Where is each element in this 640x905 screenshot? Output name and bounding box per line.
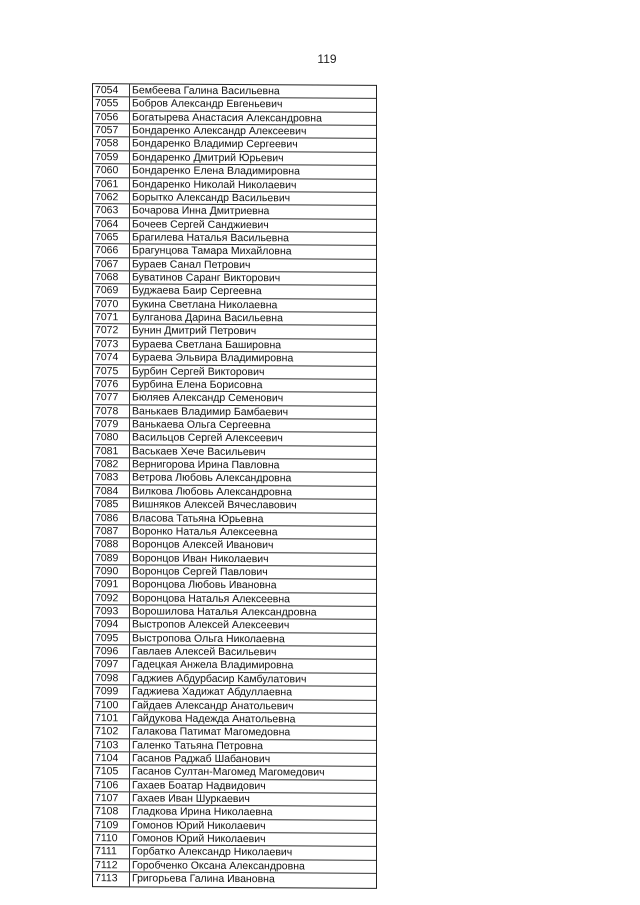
row-full-name: Бондаренко Владимир Сергеевич — [132, 137, 298, 151]
row-full-name: Бочеев Сергей Санджиевич — [132, 217, 269, 231]
row-full-name: Воронцов Сергей Павлович — [132, 565, 268, 579]
row-full-name: Гасанов Султан-Магомед Магомедович — [132, 765, 325, 779]
row-number: 7110 — [93, 832, 130, 845]
row-number: 7073 — [93, 338, 130, 351]
row-number: 7068 — [93, 271, 130, 284]
row-number: 7090 — [93, 565, 130, 578]
row-full-name: Гомонов Юрий Николаевич — [132, 819, 266, 832]
row-number: 7094 — [93, 619, 130, 632]
name-list-table — [92, 83, 377, 888]
row-full-name: Выстропова Ольга Николаевна — [132, 632, 285, 646]
row-full-name: Гавлаев Алексей Васильевич — [132, 645, 277, 659]
row-full-name: Вернигорова Ирина Павловна — [132, 458, 280, 472]
row-number: 7108 — [93, 806, 130, 819]
row-number: 7100 — [93, 699, 130, 712]
row-number: 7092 — [93, 592, 130, 605]
row-full-name: Бондаренко Елена Владимировна — [132, 164, 300, 178]
row-number: 7105 — [93, 765, 130, 778]
row-number: 7084 — [93, 485, 130, 498]
row-number: 7091 — [93, 578, 130, 591]
row-full-name: Гаджиева Хадижат Абдуллаевна — [132, 685, 293, 699]
row-full-name: Ванькаева Ольга Сергеевна — [132, 418, 271, 432]
row-number: 7065 — [93, 231, 130, 244]
row-full-name: Ветрова Любовь Александровна — [132, 471, 292, 485]
row-full-name: Воронко Наталья Алексеевна — [132, 525, 278, 539]
row-number: 7111 — [93, 846, 130, 859]
row-full-name: Бюляев Александр Семенович — [132, 391, 284, 405]
row-number: 7063 — [93, 204, 130, 217]
row-full-name: Власова Татьяна Юрьевна — [132, 511, 264, 525]
row-full-name: Брагилева Наталья Васильевна — [132, 231, 289, 245]
row-number: 7077 — [93, 391, 130, 404]
row-full-name: Гайдукова Надежда Анатольевна — [132, 712, 296, 726]
row-full-name: Воронцова Любовь Ивановна — [132, 578, 277, 592]
row-full-name: Ворошилова Наталья Александровна — [132, 605, 317, 619]
row-full-name: Галакова Патимат Магомедовна — [132, 725, 291, 739]
row-number: 7055 — [93, 97, 130, 110]
row-number: 7089 — [93, 552, 130, 565]
row-full-name: Гахаев Боатар Надвидович — [132, 779, 266, 792]
row-number: 7058 — [93, 138, 130, 151]
row-full-name: Гадецкая Анжела Владимировна — [132, 658, 294, 672]
row-number: 7112 — [93, 859, 130, 872]
row-number: 7071 — [93, 311, 130, 324]
row-number: 7101 — [93, 712, 130, 725]
row-full-name: Брагунцова Тамара Михайловна — [132, 244, 292, 258]
row-number: 7095 — [93, 632, 130, 645]
row-full-name: Гомонов Юрий Николаевич — [132, 832, 266, 846]
row-full-name: Воронцова Наталья Алексеевна — [132, 592, 291, 605]
row-number: 7078 — [93, 405, 130, 418]
row-number: 7074 — [93, 351, 130, 364]
row-number: 7088 — [93, 538, 130, 551]
row-number: 7093 — [93, 605, 130, 618]
row-full-name: Гладкова Ирина Николаевна — [132, 805, 273, 819]
row-full-name: Горобченко Оксана Александровна — [132, 859, 305, 873]
row-full-name: Гаджиев Абдурбасир Камбулатович — [132, 672, 307, 686]
row-full-name: Буватинов Саранг Викторович — [132, 271, 281, 285]
row-full-name: Галенко Татьяна Петровна — [132, 738, 263, 752]
row-number: 7096 — [93, 645, 130, 658]
row-number: 7062 — [93, 191, 130, 204]
row-full-name: Васильцов Сергей Алексеевич — [132, 431, 283, 445]
row-full-name: Григорьева Галина Ивановна — [132, 872, 275, 886]
row-full-name: Выстропов Алексей Алексеевич — [132, 618, 290, 632]
row-full-name: Васькаев Хече Васильевич — [132, 445, 266, 458]
row-full-name: Горбатко Александр Николаевич — [132, 845, 293, 859]
row-number: 7079 — [93, 418, 130, 431]
row-full-name: Бунин Дмитрий Петрович — [132, 324, 257, 338]
row-full-name: Вишняков Алексей Вячеславович — [132, 498, 297, 512]
row-number: 7106 — [93, 779, 130, 792]
row-full-name: Гасанов Раджаб Шабанович — [132, 752, 271, 766]
row-number: 7082 — [93, 458, 130, 471]
row-number: 7059 — [93, 151, 130, 164]
row-number: 7069 — [93, 285, 130, 298]
row-number: 7102 — [93, 725, 130, 738]
row-full-name: Бочарова Инна Дмитриевна — [132, 204, 270, 218]
row-number: 7098 — [93, 672, 130, 685]
row-full-name: Борытко Александр Васильевич — [132, 191, 291, 205]
row-full-name: Бондаренко Александр Алексеевич — [132, 124, 307, 138]
row-number: 7097 — [93, 659, 130, 672]
row-full-name: Гайдаев Александр Анатольевич — [132, 698, 294, 712]
row-number: 7085 — [93, 498, 130, 511]
row-full-name: Гахаев Иван Шуркаевич — [132, 792, 250, 806]
row-full-name: Булганова Дарина Васильевна — [132, 311, 283, 325]
row-number: 7054 — [93, 84, 130, 97]
row-number: 7103 — [93, 739, 130, 752]
row-number: 7104 — [93, 752, 130, 765]
row-number: 7076 — [93, 378, 130, 391]
row-full-name: Бураева Светлана Башировна — [132, 338, 282, 352]
table-row — [93, 872, 376, 887]
row-full-name: Бураева Эльвира Владимировна — [132, 351, 294, 365]
row-number: 7109 — [93, 819, 130, 832]
row-full-name: Букина Светлана Николаевна — [132, 298, 278, 312]
row-number: 7083 — [93, 472, 130, 485]
row-number: 7087 — [93, 525, 130, 538]
row-full-name: Богатырева Анастасия Александровна — [132, 111, 322, 125]
row-full-name: Бураев Санал Петрович — [132, 258, 251, 271]
row-number: 7066 — [93, 244, 130, 257]
row-number: 7072 — [93, 325, 130, 338]
row-number: 7081 — [93, 445, 130, 458]
row-number: 7056 — [93, 111, 130, 124]
row-number: 7080 — [93, 431, 130, 444]
row-number: 7099 — [93, 685, 130, 698]
row-number: 7070 — [93, 298, 130, 311]
row-number: 7086 — [93, 512, 130, 525]
row-number: 7060 — [93, 164, 130, 177]
row-full-name: Бурбин Сергей Викторович — [132, 364, 265, 378]
row-number: 7067 — [93, 258, 130, 271]
row-number: 7075 — [93, 365, 130, 378]
row-number: 7113 — [93, 872, 130, 886]
row-full-name: Бобров Александр Евгеньевич — [132, 97, 283, 111]
row-number: 7057 — [93, 124, 130, 137]
row-full-name: Буджаева Баир Сергеевна — [132, 284, 262, 298]
row-full-name: Воронцов Иван Николаевич — [132, 551, 269, 565]
row-full-name: Бурбина Елена Борисовна — [132, 378, 263, 392]
row-number: 7107 — [93, 792, 130, 805]
page-number: 119 — [317, 52, 337, 66]
row-full-name: Ванькаев Владимир Бамбаевич — [132, 404, 289, 418]
row-number: 7064 — [93, 218, 130, 231]
row-full-name: Бондаренко Николай Николаевич — [132, 177, 297, 191]
row-number: 7061 — [93, 178, 130, 191]
row-full-name: Вилкова Любовь Александровна — [132, 485, 292, 499]
row-full-name: Бембеева Галина Васильевна — [132, 84, 280, 98]
row-full-name: Бондаренко Дмитрий Юрьевич — [132, 151, 284, 165]
row-full-name: Воронцов Алексей Иванович — [132, 538, 274, 552]
